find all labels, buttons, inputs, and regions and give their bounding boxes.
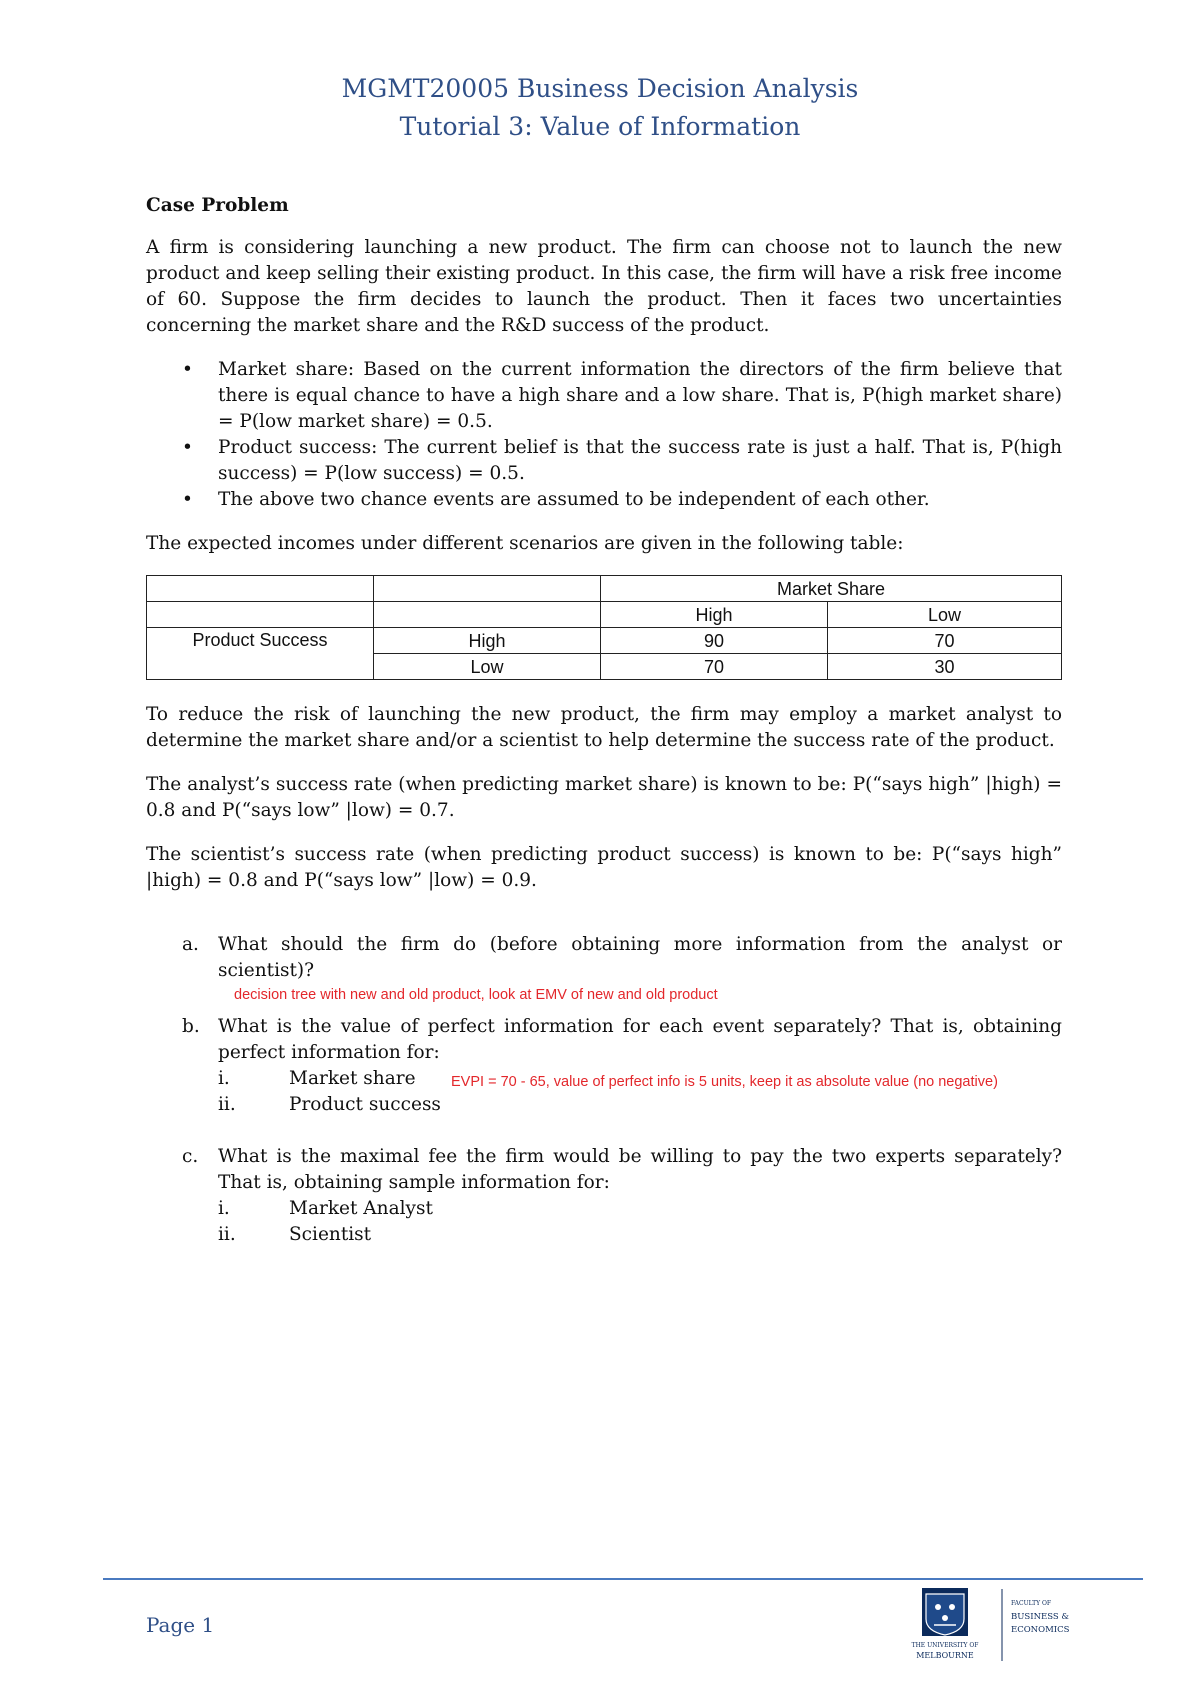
- scientist-paragraph: The scientist’s success rate (when predicting product success) is known to be: P(“says high” |high) = 0.8 and P(“says low” |low) = 0.9.: [146, 844, 1062, 891]
- bullet-icon: •: [182, 437, 193, 458]
- question-letter: b.: [182, 1016, 200, 1037]
- row-group-label: Product Success: [147, 628, 374, 680]
- sub-question: [146, 1066, 1062, 1092]
- sub-question-label: Scientist: [289, 1224, 372, 1245]
- sub-question: [146, 1092, 1062, 1118]
- table-cell: 70: [601, 654, 828, 680]
- course-title: MGMT20005 Business Decision Analysis: [341, 74, 859, 103]
- bullet-icon: •: [182, 359, 193, 380]
- annotation-note: EVPI = 70 - 65, value of perfect info is 5 units, keep it as absolute value (no negative): [451, 1074, 998, 1090]
- sub-question-number: i.: [218, 1198, 230, 1219]
- logo-text: ECONOMICS: [1011, 1625, 1070, 1635]
- question-letter: a.: [182, 934, 199, 955]
- question-text: What should the firm do (before obtaining more information from the analyst or scientist)?: [218, 934, 1062, 981]
- tutorial-title: Tutorial 3: Value of Information: [399, 112, 801, 141]
- sub-question-number: i.: [218, 1068, 230, 1089]
- case-heading: Case Problem: [146, 195, 289, 216]
- crest-icon: [922, 1588, 968, 1636]
- document-title: [0, 70, 1200, 146]
- analyst-paragraph: The analyst’s success rate (when predicting market share) is known to be: P(“says high” |high) = 0.8 and P(“says low” |low) = 0.7.: [146, 774, 1062, 821]
- sub-question: [146, 1196, 1062, 1222]
- question-list: [146, 932, 1062, 1248]
- table-intro: The expected incomes under different scenarios are given in the following table:: [146, 533, 904, 554]
- logo-text: BUSINESS &: [1011, 1612, 1069, 1622]
- annotation-note: decision tree with new and old product, look at EMV of new and old product: [234, 987, 718, 1003]
- sub-question-label: Market Analyst: [289, 1198, 433, 1219]
- table-cell: 30: [828, 654, 1062, 680]
- col-header-low: Low: [828, 602, 1062, 628]
- footer-divider: [103, 1578, 1143, 1580]
- list-item: • Market share: Based on the current information the directors of the firm believe that there is equal chance to have a high share and a low share. That is, P(high market share) = P(low market share) = 0.5.: [182, 359, 1062, 432]
- list-item: • Product success: The current belief is that the success rate is just a half. That is, P(high success) = P(low success) = 0.5.: [182, 437, 1062, 484]
- main-content: [146, 193, 1062, 1256]
- university-logo: [898, 1585, 1098, 1665]
- table-cell: 90: [601, 628, 828, 654]
- question-text: What is the maximal fee the firm would be willing to pay the two experts separately? That is, obtaining sample information for:: [218, 1146, 1062, 1193]
- row-label-high: High: [374, 628, 601, 654]
- question-a: [146, 932, 1062, 1006]
- sub-question-label: Product success: [289, 1094, 441, 1115]
- market-share-header: Market Share: [601, 576, 1062, 602]
- logo-text: THE UNIVERSITY OF: [911, 1642, 979, 1649]
- table-row: [147, 576, 1062, 602]
- row-label-low: Low: [374, 654, 601, 680]
- sub-question-label: Market share: [289, 1068, 416, 1089]
- sub-question: [146, 1222, 1062, 1248]
- page-number: Page 1: [146, 1613, 215, 1637]
- question-c: [146, 1144, 1062, 1248]
- logo-text: MELBOURNE: [916, 1651, 974, 1660]
- assumption-list: [146, 357, 1062, 513]
- bullet-icon: •: [182, 489, 193, 510]
- question-b: [146, 1014, 1062, 1118]
- income-table: [146, 575, 1062, 680]
- list-item: • The above two chance events are assumed to be independent of each other.: [146, 487, 1062, 513]
- table-cell: 70: [828, 628, 1062, 654]
- table-row: [147, 628, 1062, 654]
- col-header-high: High: [601, 602, 828, 628]
- question-letter: c.: [182, 1146, 199, 1167]
- question-text: What is the value of perfect information for each event separately? That is, obtaining perfect information for:: [218, 1016, 1062, 1063]
- logo-text: FACULTY OF: [1011, 1600, 1052, 1607]
- sub-question-number: ii.: [218, 1094, 236, 1115]
- table-row: [147, 602, 1062, 628]
- sub-question-number: ii.: [218, 1224, 236, 1245]
- case-intro: A firm is considering launching a new product. The firm can choose not to launch the new product and keep selling their existing product. In this case, the firm will have a risk free income of 60. Suppose the firm decides to launch the product. Then it faces two uncertainties concerning the market share and the R&D success of the product.: [146, 237, 1062, 336]
- reduce-risk-paragraph: To reduce the risk of launching the new product, the firm may employ a market analyst to determine the market share and/or a scientist to help determine the success rate of the product.: [146, 704, 1062, 751]
